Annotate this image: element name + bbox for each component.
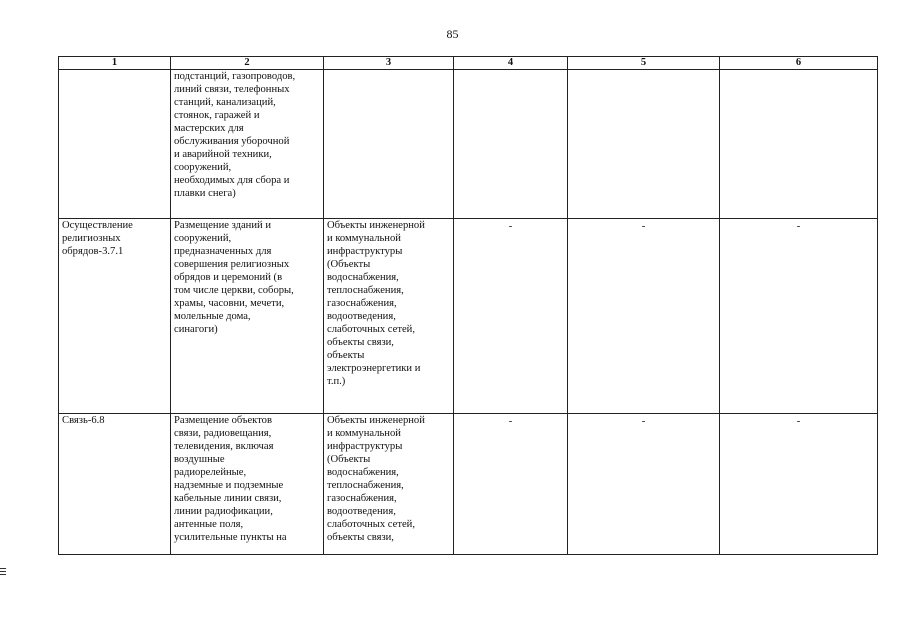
table-cell [324,70,454,219]
table-cell: - [568,219,720,414]
table-cell: Размещение зданий и сооружений, предназначенных для совершения религиозных обрядов и церемоний (в том числе церкви, соборы, храмы, часовни, мечети, молельные дома, синагоги) [171,219,324,414]
table-cell [454,70,568,219]
table-cell: - [454,414,568,555]
table-cell: - [568,414,720,555]
column-header-3: 3 [324,57,454,70]
table-cell [720,70,878,219]
column-header-6: 6 [720,57,878,70]
table-cell: подстанций, газопроводов, линий связи, телефонных станций, канализаций, стоянок, гаражей и мастерских для обслуживания уборочной и аварийной техники, сооружений, необходимых для сбора и плавки снега) [171,70,324,219]
table-cell: Связь-6.8 [59,414,171,555]
table-cell: Объекты инженерной и коммунальной инфраструктуры (Объекты водоснабжения, теплоснабжения, газоснабжения, водоотведения, слаботочных сетей, объекты связи, [324,414,454,555]
column-header-4: 4 [454,57,568,70]
page-number: 85 [446,27,459,41]
table-cell: Осуществление религиозных обрядов-3.7.1 [59,219,171,414]
document-table [58,56,878,555]
table-cell [59,70,171,219]
table-cell: Объекты инженерной и коммунальной инфраструктуры (Объекты водоснабжения, теплоснабжения, газоснабжения, водоотведения, слаботочных сетей, объекты связи, объекты электроэнергетики и т.п.) [324,219,454,414]
scan-edge-mark [0,568,6,580]
column-header-5: 5 [568,57,720,70]
table-cell [568,70,720,219]
table-row [59,414,878,555]
table-row [59,219,878,414]
table-cell: - [454,219,568,414]
column-header-2: 2 [171,57,324,70]
table-header-row [59,57,878,70]
table-row [59,70,878,219]
table-cell: - [720,219,878,414]
table-cell: Размещение объектов связи, радиовещания, телевидения, включая воздушные радиорелейные, надземные и подземные кабельные линии связи, линии радиофикации, антенные поля, усилительные пункты на [171,414,324,555]
column-header-1: 1 [59,57,171,70]
table-cell: - [720,414,878,555]
